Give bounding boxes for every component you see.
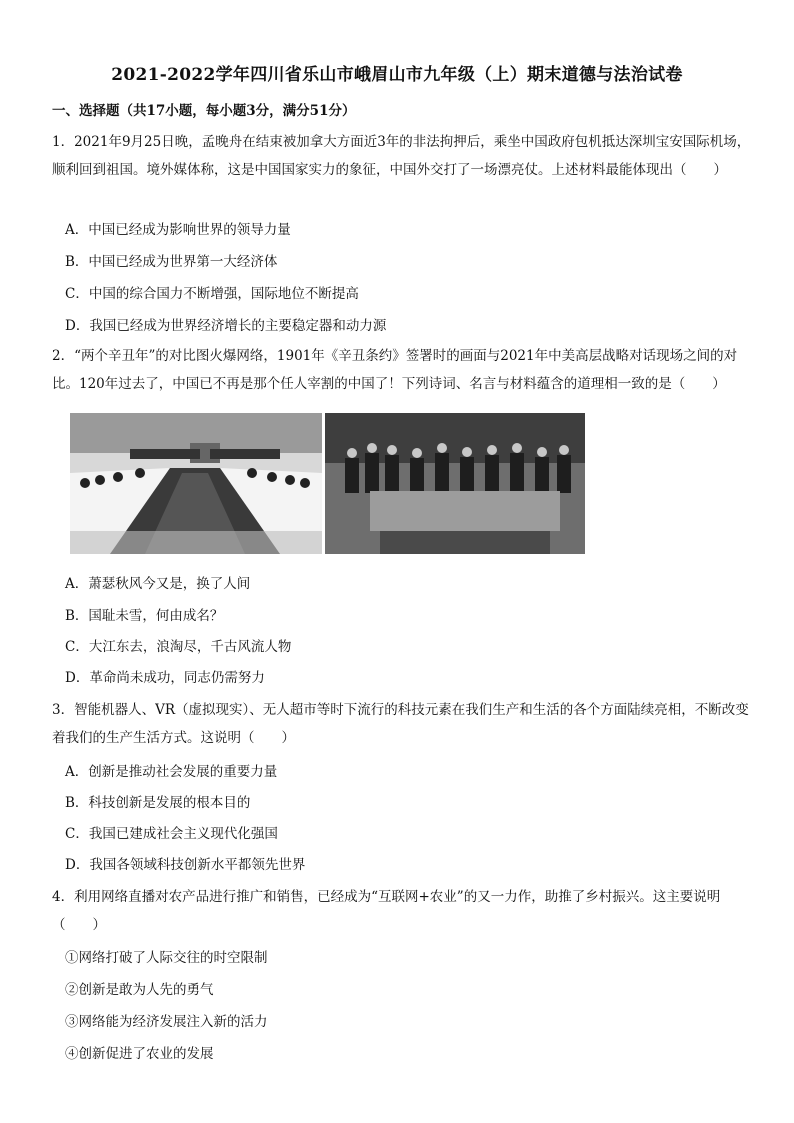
question-stem: 2021年9月25日晚，孟晚舟在结束被加拿大方面近3年的非法拘押后，乘坐中国政府包机抵达深圳宝安国际机场，顺利回到祖国。境外媒体称，这是中国国家实力的象征，中国外交打了一场漂亮仗。上述材料最能体现出（ ） xyxy=(52,134,751,178)
option-2b: B．国耻未雪，何由成名？ xyxy=(65,608,224,624)
option-1d: D．我国已经成为世界经济增长的主要稳定器和动力源 xyxy=(65,318,387,334)
option-1c: C．中国的综合国力不断增强，国际地位不断提高 xyxy=(65,286,359,302)
question-number: 4． xyxy=(52,889,75,905)
option-1a: A．中国已经成为影响世界的领导力量 xyxy=(65,222,291,238)
option-1b: B．中国已经成为世界第一大经济体 xyxy=(65,254,278,270)
option-3a: A．创新是推动社会发展的重要力量 xyxy=(65,764,278,780)
question-number: 2． xyxy=(52,348,75,364)
statement-2: ②创新是敢为人先的勇气 xyxy=(65,982,214,998)
question-stem: 利用网络直播对农产品进行推广和销售，已经成为“互联网+农业”的又一力作，助推了乡村振兴。这主要说明（ ） xyxy=(52,889,721,933)
question-2 xyxy=(52,342,752,398)
photo-2021-dialogue xyxy=(70,413,322,554)
option-2a: A．萧瑟秋风今又是，换了人间 xyxy=(65,576,251,592)
option-3d: D．我国各领域科技创新水平都领先世界 xyxy=(65,857,306,873)
statement-1: ①网络打破了人际交往的时空限制 xyxy=(65,950,268,966)
question-3 xyxy=(52,696,752,752)
exam-title: 2021-2022学年四川省乐山市峨眉山市九年级（上）期末道德与法治试卷 xyxy=(111,65,683,85)
comparison-photos xyxy=(70,413,585,554)
section-heading: 一、选择题（共17小题，每小题3分，满分51分） xyxy=(52,103,356,119)
question-number: 3． xyxy=(52,702,75,718)
question-stem: 智能机器人、VR（虚拟现实）、无人超市等时下流行的科技元素在我们生产和生活的各个方面陆续亮相，不断改变着我们的生产生活方式。这说明（ ） xyxy=(52,702,749,746)
option-2c: C．大江东去，浪淘尽，千古风流人物 xyxy=(65,639,292,655)
question-1 xyxy=(52,128,752,184)
question-stem: “两个辛丑年”的对比图火爆网络，1901年《辛丑条约》签署时的画面与2021年中美高层战略对话现场之间的对比。120年过去了，中国已不再是那个任人宰割的中国了！下列诗词、名言与材料蕴含的道理相一致的是（ ） xyxy=(52,348,738,392)
question-4 xyxy=(52,883,752,939)
option-2d: D．革命尚未成功，同志仍需努力 xyxy=(65,670,265,686)
statement-3: ③网络能为经济发展注入新的活力 xyxy=(65,1014,268,1030)
question-number: 1． xyxy=(52,134,75,150)
option-3b: B．科技创新是发展的根本目的 xyxy=(65,795,251,811)
statement-4: ④创新促进了农业的发展 xyxy=(65,1046,214,1062)
photo-1901-treaty xyxy=(325,413,585,554)
option-3c: C．我国已建成社会主义现代化强国 xyxy=(65,826,278,842)
